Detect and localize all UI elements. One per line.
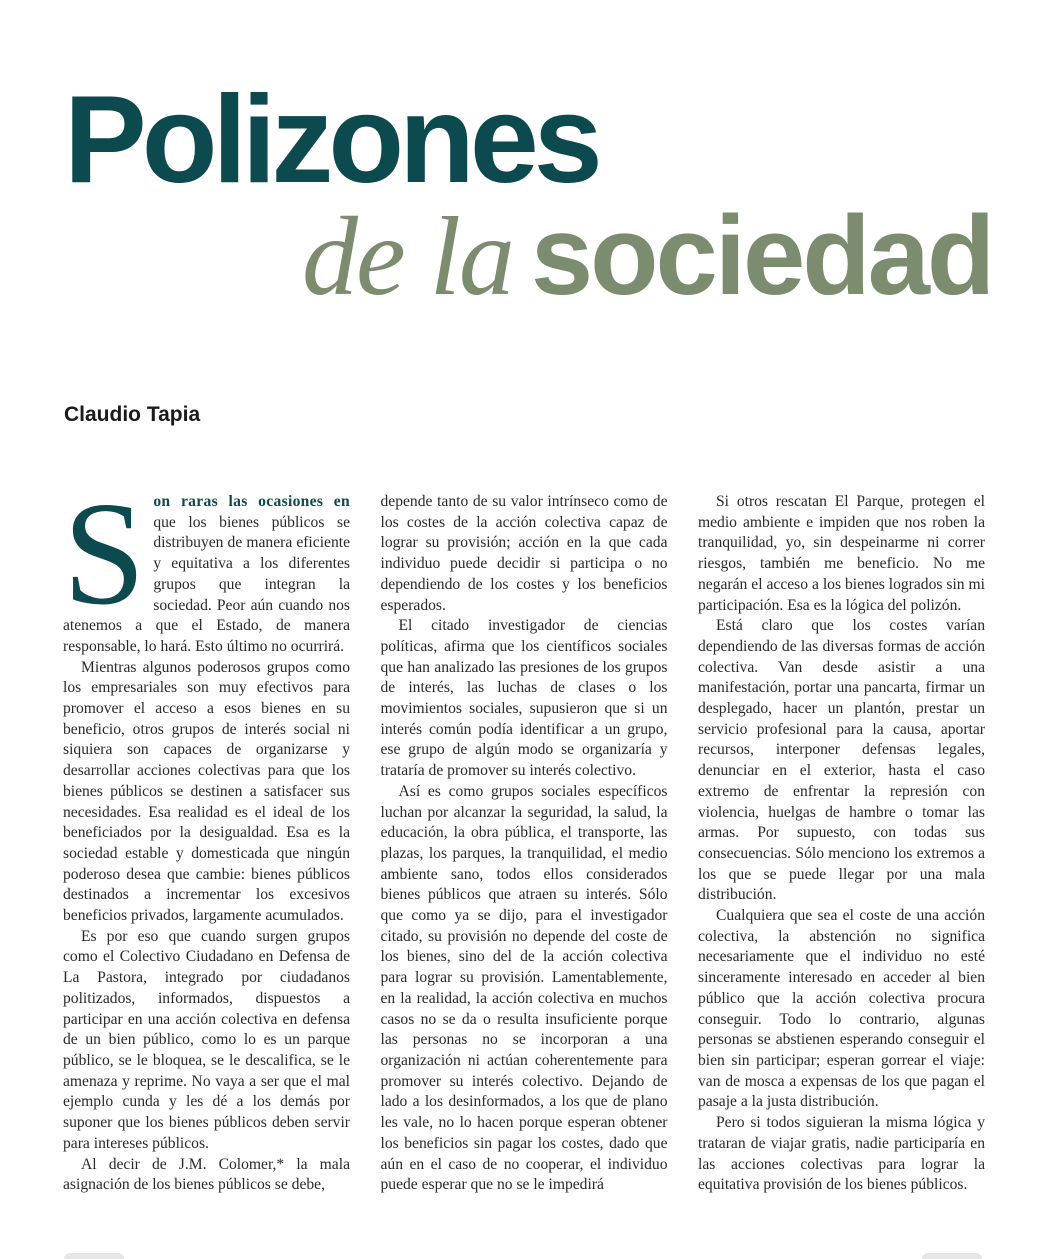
paragraph: Cualquiera que sea el coste de una acción colectiva, la abstención no significa necesariamente que el individuo no esté sinceramente interesado en acceder al bien público que la acción colectiva procura conseguir. Todo lo contrario, algunas personas se abstienen esperando conseguir el bien sin participar; esperan gorrear el viaje: van de mosca a expensas de los que pagan el pasaje a la justa distribución. [698, 907, 985, 1111]
paragraph [63, 492, 350, 658]
column-3 [698, 492, 985, 1259]
paragraph: depende tanto de su valor intrínseco como de los costes de la acción colectiva capaz de lograr su provisión; acción en la que cada individuo puede decidir si participa o no dependiendo de los costes y los beneficios esperados. [380, 493, 668, 614]
drop-cap: S [63, 492, 146, 636]
column-2 [381, 492, 668, 1259]
paragraph-text: que los bienes públicos se distribuyen de manera eficiente y equitativa a los diferentes grupos que integran la sociedad. Peor aún cuando nos atenemos a que el Estado, de manera responsable, lo hará. Esto último no ocurrirá. [63, 513, 350, 655]
paragraph: Mientras algunos poderosos grupos como los empresariales son muy efectivos para promover el acceso a esos bienes en su beneficio, otros grupos de interés social ni siquiera son capaces de organizarse y desarrollar acciones colectivas para que los bienes públicos se destinen a satisfacer sus necesidades. Esa realidad es el ideal de los beneficiados por la desigualdad. Esa es la sociedad estable y domesticada que ningún poderoso desea que cambie: bienes públicos destinados a incrementar los excesivos beneficios privados, largamente acumulados. [63, 658, 350, 925]
subtitle-bold: sociedad [530, 193, 993, 318]
page-edge-tab-left [64, 1253, 124, 1259]
author-byline: Claudio Tapia [64, 403, 201, 426]
paragraph: El citado investigador de ciencias políticas, afirma que los científicos sociales que han analizado las presiones de los grupos de interés, las luchas de clases o los movimientos sociales, supusieron que si un interés común podía identificar a un grupo, ese grupo de algún modo se organizaría y trataría de promover su interés colectivo. [380, 617, 668, 780]
paragraph: Si otros rescatan El Parque, protegen el medio ambiente e impiden que nos roben la tranquilidad, yo, sin despeinarme ni correr riesgos, también me beneficio. No me negarán el acceso a los bienes logrados sin mi participación. Esa es la lógica del polizón. [698, 493, 985, 614]
article-body [63, 492, 985, 1259]
subtitle-italic: de la [302, 195, 513, 319]
article-subtitle [302, 193, 993, 319]
column-1 [63, 492, 350, 1259]
article-title: Polizones [64, 71, 598, 209]
page-edge-tab-right [922, 1253, 982, 1259]
paragraph: Está claro que los costes varían dependiendo de las diversas formas de acción colectiva. Van desde asistir a una manifestación, portar una pancarta, firmar un desplegado, hacer un plantón, prestar un servicio profesional para la causa, aportar recursos, interponer defensas legales, denunciar en el exterior, hasta el caso extremo de enfrentar la represión con violencia, huelgas de hambre o tomar las armas. Por supuesto, con todas sus consecuencias. Sólo menciono los extremos a los que se puede llegar por una mala distribución. [698, 617, 985, 904]
paragraph: Es por eso que cuando surgen grupos como el Colectivo Ciudadano en Defensa de La Pastora, integrado por ciudadanos politizados, informados, dispuestos a participar en una acción colectiva en defensa de un bien público, como lo es un parque público, se le bloquea, se le descalifica, se le amenaza y reprime. No vaya a ser que el mal ejemplo cunda y les dé a los demás por suponer que los bienes públicos deben servir para intereses públicos. [63, 927, 350, 1152]
lead-in: on raras las ocasiones en [153, 493, 350, 510]
paragraph: Pero si todos siguieran la misma lógica y trataran de viajar gratis, nadie participaría en las acciones colectivas para lograr la equitativa provisión de los bienes públicos. [698, 1114, 985, 1194]
paragraph: Así es como grupos sociales específicos luchan por alcanzar la seguridad, la salud, la educación, la obra pública, el transporte, las plazas, los parques, la tranquilidad, el medio ambiente sano, todos ellos considerados bienes públicos que atraen su interés. Sólo que como ya se dijo, para el investigador citado, su provisión no depende del coste de los bienes, sino del de la acción colectiva para lograr su provisión. Lamentablemente, en la realidad, la acción colectiva en muchos casos no se da o resulta insuficiente porque las personas no se incorporan a una organización ni actúan coherentemente para promover su interés colectivo. Dejando de lado a los desinformados, a los que de plano les vale, no lo hacen porque esperan obtener los beneficios sin pagar los costes, dado que aún en el caso de no cooperar, el individuo puede esperar que no se le impedirá [380, 782, 668, 1194]
paragraph: Al decir de J.M. Colomer,* la mala asignación de los bienes públicos se debe, [63, 1155, 350, 1194]
